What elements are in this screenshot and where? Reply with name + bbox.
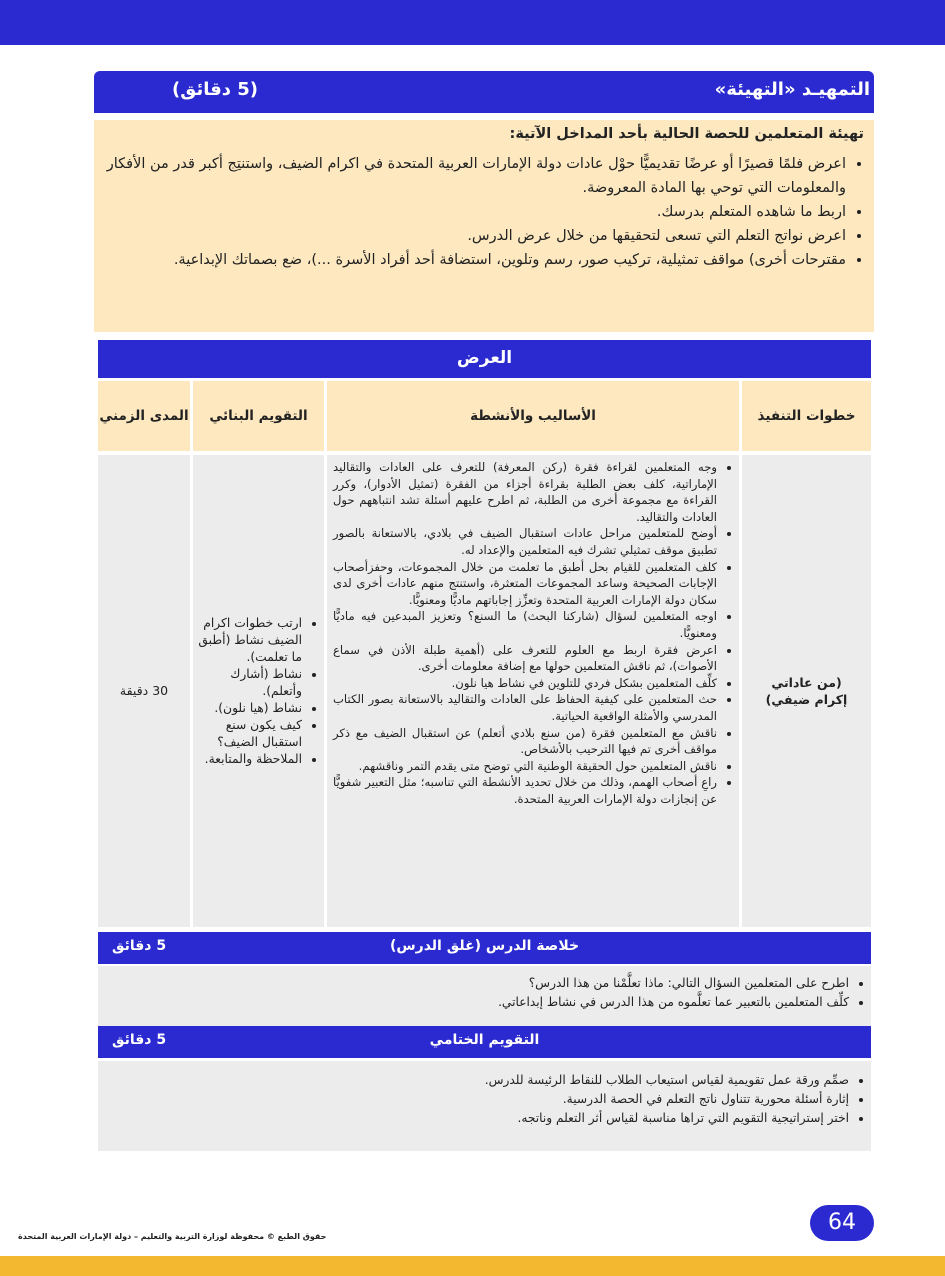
intro-header: [94, 71, 874, 113]
duration-text: 30 دقيقة: [119, 682, 169, 698]
header-assessment: التقويم البنائي: [193, 381, 324, 451]
list-item: • مقترحات أخرى) مواقف تمثيلية، تركيب صور، رسم وتلوين، استضافة أحد أفراد الأسرة ...)، ضع بصماتك الإبداعية.: [84, 248, 846, 272]
summary-body: [98, 966, 871, 1030]
top-banner: [0, 0, 945, 45]
final-title: التقويم الختامي: [429, 1032, 540, 1048]
list-item: • كلِّف المتعلمين بالتعبير عما تعلَّموه من هذا الدرس في نشاط إبداعاتي.: [98, 993, 849, 1012]
list-item: • اوجه المتعلمين لسؤال (شاركنا البحث) ما السنع؟ وتعزيز المبدعين فيه ماديًّا ومعنويًّا.: [333, 608, 717, 641]
summary-header: [98, 932, 871, 964]
list-item: • حث المتعلمين على كيفية الحفاظ على العادات والتقاليد بالاستعانة بصور الكتاب المدرسي والأمثلة الواقعية الحياتية.: [333, 691, 717, 724]
final-list: [98, 1071, 871, 1128]
list-item: • اعرض فلمًا قصيرًا أو عرضًا تقديميًّا حوْل عادات دولة الإمارات العربية المتحدة في اكرام الضيف، واستنتِج أكبر قدر من الأفكار والمعلومات التي توحي بها المادة المعروضة.: [84, 152, 846, 200]
summary-title: خلاصة الدرس (غلق الدرس): [389, 938, 580, 954]
list-item: • كلف المتعلمين للقيام بحل أطبق ما تعلمت من خلال المجموعات، وحفزأصحاب الإجابات الصحيحة وساعد المجموعات المتعثرة، واستنتج منهم عادات أخرى لدى سكان دولة الإمارات العربية المتحدة وتعزِّز إجاباتهم ماديًّا ومعنويًّا.: [333, 559, 717, 609]
assessment-list: [193, 615, 324, 768]
list-item: • اعرض نواتج التعلم التي تسعى لتحقيقها من خلال عرض الدرس.: [84, 224, 846, 248]
page-number: 64: [810, 1205, 874, 1241]
list-item: • أوضح للمتعلمين مراحل عادات استقبال الضيف في بلادي، بالاستعانة بالصور تطبيق موقف تمثيلي تشرك فيه المتعلمين والإعداد له.: [333, 525, 717, 558]
list-item: • اربط ما شاهده المتعلم بدرسك.: [84, 200, 846, 224]
intro-lead: تهيئة المتعلمين للحصة الحالية بأحد المداخل الآتية:: [509, 126, 864, 142]
list-item: • اطرح على المتعلمين السؤال التالي: ماذا تعلَّمْنا من هذا الدرس؟: [98, 974, 849, 993]
list-item: • نشاط (أشارك وأتعلم).: [197, 666, 302, 700]
intro-body: [94, 120, 874, 332]
summary-list: [98, 974, 871, 1012]
steps-text: (من عاداتي إكرام ضيفي): [765, 675, 848, 707]
presentation-title: العرض: [98, 340, 871, 378]
header-steps: خطوات التنفيذ: [742, 381, 871, 451]
assessment-cell: [193, 455, 324, 927]
list-item: • نشاط (هيا نلون).: [197, 700, 302, 717]
list-item: • ناقش مع المتعلمين فقرة (من سنع بلادي أتعلم) عن استقبال الضيف مع ذكر مواقف أخرى تم فيها الترحيب بالأشخاص.: [333, 725, 717, 758]
duration-cell: [98, 455, 190, 927]
header-duration: المدى الزمني: [98, 381, 190, 451]
list-item: • راعِ أصحاب الهمم، وذلك من خلال تحديد الأنشطة التي تناسبه؛ مثل التعبير شفويًّا عن إنجازات دولة الإمارات العربية المتحدة.: [333, 774, 717, 807]
list-item: • إثارة أسئلة محورية تتناول ناتج التعلم في الحصة الدرسية.: [98, 1090, 849, 1109]
list-item: • كيف يكون سنع استقبال الضيف؟: [197, 717, 302, 751]
final-body: [98, 1061, 871, 1151]
list-item: • صمِّم ورقة عمل تقويمية لقياس استيعاب الطلاب للنقاط الرئيسة للدرس.: [98, 1071, 849, 1090]
bottom-banner: [0, 1256, 945, 1276]
copyright-text: حقوق الطبع © محفوظة لوزارة التربية والتعليم – دولة الإمارات العربية المتحدة: [18, 1232, 327, 1241]
list-item: • ارتب خطوات اكرام الضيف نشاط (أطبق ما تعلمت).: [197, 615, 302, 666]
intro-title: التمهيـد «التهيئة»: [714, 79, 870, 100]
intro-duration: (5 دقائق): [172, 79, 259, 100]
list-item: • اعرض فقرة اربط مع العلوم للتعرف على (أهمية طبلة الأذن في سماع الأصوات)، ثم ناقش المتعلمين حولها مع إضافة معلومات أخرى.: [333, 642, 717, 675]
list-item: • وجه المتعلمين لقراءة فقرة (ركن المعرفة) للتعرف على العادات والتقاليد الإماراتية، كلف بعض الطلبة بقراءة أجزاء من الفقرة (تمثيل الأدوار)، وكرر القراءة مع مجموعة أخرى من الطلبة، ثم اطرح عليهم أسئلة تشد انتباههم حول العادات والتقاليد.: [333, 459, 717, 525]
list-item: • الملاحظة والمتابعة.: [197, 751, 302, 768]
list-item: • اختر إستراتيجية التقويم التي تراها مناسبة لقياس أثر التعلم وناتجه.: [98, 1109, 849, 1128]
intro-list: [84, 152, 864, 272]
steps-cell: [742, 455, 871, 927]
list-item: • ناقش المتعلمين حول الحقيقة الوطنية التي توضح متى يقدم التمر وناقشهم.: [333, 758, 717, 775]
summary-duration: 5 دقائق: [112, 938, 167, 954]
list-item: • كلِّف المتعلمين بشكل فردي للتلوين في نشاط هيا نلون.: [333, 675, 717, 692]
final-header: [98, 1026, 871, 1058]
header-methods: الأساليب والأنشطة: [327, 381, 739, 451]
methods-cell: [327, 455, 739, 927]
final-duration: 5 دقائق: [112, 1032, 167, 1048]
methods-list: [327, 455, 739, 807]
